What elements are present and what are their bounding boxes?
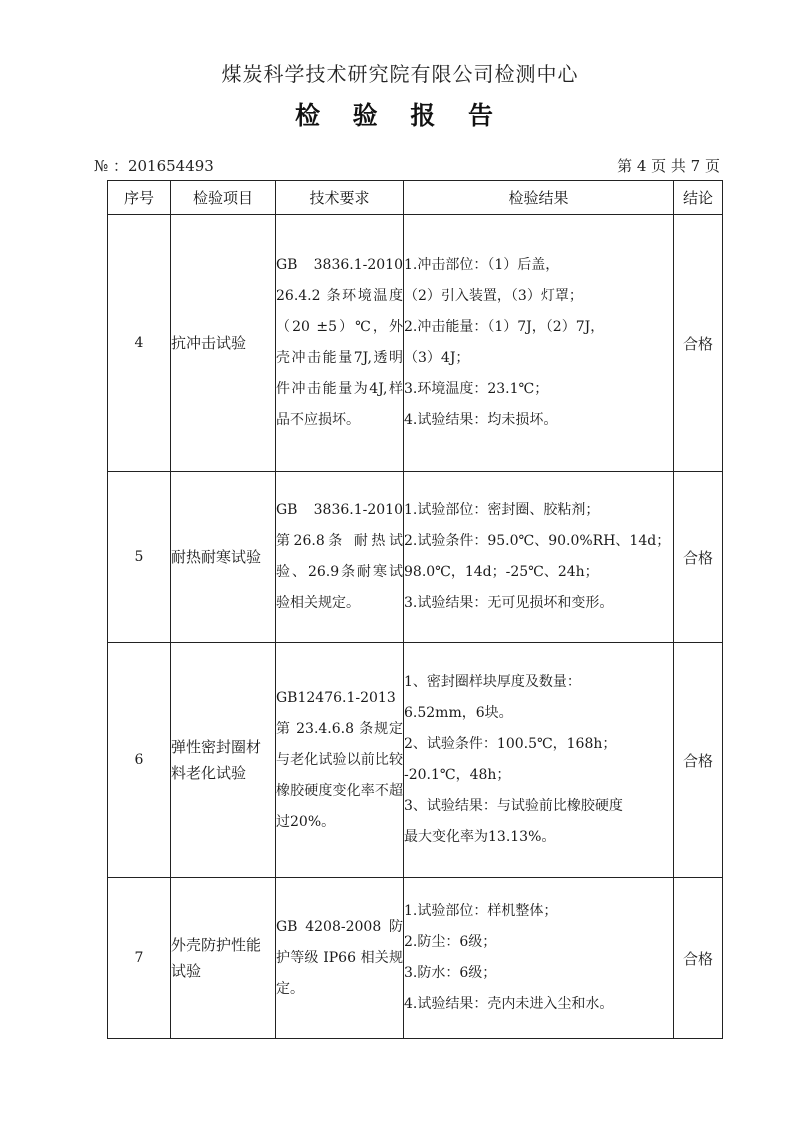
inspection-table	[107, 180, 723, 1039]
result-line: 4.试验结果：均未损坏。	[404, 412, 558, 428]
row-results	[404, 472, 674, 643]
result-line: 1、密封圈样块厚度及数量：	[404, 674, 581, 690]
result-line: 1.试验部位：密封圈、胶粘剂；	[404, 502, 600, 518]
row-results	[404, 215, 674, 472]
result-line: 最大变化率为13.13%。	[404, 829, 556, 845]
row-results	[404, 878, 674, 1039]
result-line: 2、试验条件：100.5℃，168h；	[404, 736, 617, 752]
column-header-conclusion: 结论	[674, 181, 723, 215]
result-line: 3、试验结果：与试验前比橡胶硬度	[404, 798, 623, 814]
result-line: （3）4J；	[404, 350, 470, 366]
column-header-item: 检验项目	[171, 181, 276, 215]
row-requirement: GB 3836.1-2010 26.4.2 条环境温度（20 ±5）℃，外壳冲击能量7J,透明件冲击能量为4J,样品不应损坏。	[276, 215, 404, 472]
row-conclusion: 合格	[674, 878, 723, 1039]
row-item: 弹性密封圈材料老化试验	[171, 643, 276, 878]
result-line: 3.环境温度：23.1℃；	[404, 381, 549, 397]
result-line: 1.试验部位：样机整体；	[404, 903, 558, 919]
result-line: -20.1℃，48h；	[404, 767, 511, 783]
column-header-seq: 序号	[108, 181, 171, 215]
result-line: 98.0℃，14d；-25℃、24h；	[404, 564, 599, 580]
column-header-result: 检验结果	[404, 181, 674, 215]
row-seq: 6	[108, 643, 171, 878]
row-results	[404, 643, 674, 878]
result-line: 2.防尘：6级；	[404, 934, 497, 950]
table-header-row	[108, 181, 723, 215]
table-row	[108, 215, 723, 472]
result-line: 2.冲击能量：（1）7J，（2）7J，	[404, 319, 605, 335]
column-header-requirement: 技术要求	[276, 181, 404, 215]
report-title: 检 验 报 告	[294, 101, 506, 130]
table-row	[108, 472, 723, 643]
report-number: № ：201654493	[94, 157, 214, 175]
row-seq: 7	[108, 878, 171, 1039]
table-row	[108, 643, 723, 878]
row-seq: 4	[108, 215, 171, 472]
result-line: 2.试验条件：95.0℃、90.0%RH、14d；	[404, 533, 671, 549]
table-row	[108, 878, 723, 1039]
row-conclusion: 合格	[674, 643, 723, 878]
result-line: 6.52mm，6块。	[404, 705, 513, 721]
organization-name: 煤炭科学技术研究院有限公司检测中心	[221, 62, 579, 86]
result-line: 1.冲击部位：（1）后盖，	[404, 257, 560, 273]
result-line: （2）引入装置，（3）灯罩；	[404, 288, 583, 304]
row-conclusion: 合格	[674, 215, 723, 472]
page-indicator: 第 4 页 共 7 页	[617, 157, 720, 175]
row-item: 抗冲击试验	[171, 215, 276, 472]
row-item: 耐热耐寒试验	[171, 472, 276, 643]
result-line: 4.试验结果：壳内未进入尘和水。	[404, 996, 614, 1012]
result-line: 3.防水：6级；	[404, 965, 497, 981]
row-requirement: GB12476.1-2013 第 23.4.6.8 条规定与老化试验以前比较橡胶硬度变化率不超过20%。	[276, 643, 404, 878]
row-seq: 5	[108, 472, 171, 643]
row-item: 外壳防护性能试验	[171, 878, 276, 1039]
result-line: 3.试验结果：无可见损坏和变形。	[404, 595, 614, 611]
row-conclusion: 合格	[674, 472, 723, 643]
row-requirement: GB 4208-2008 防护等级 IP66 相关规定。	[276, 878, 404, 1039]
row-requirement: GB 3836.1-2010 第26.8条 耐热试验、26.9条耐寒试验相关规定。	[276, 472, 404, 643]
